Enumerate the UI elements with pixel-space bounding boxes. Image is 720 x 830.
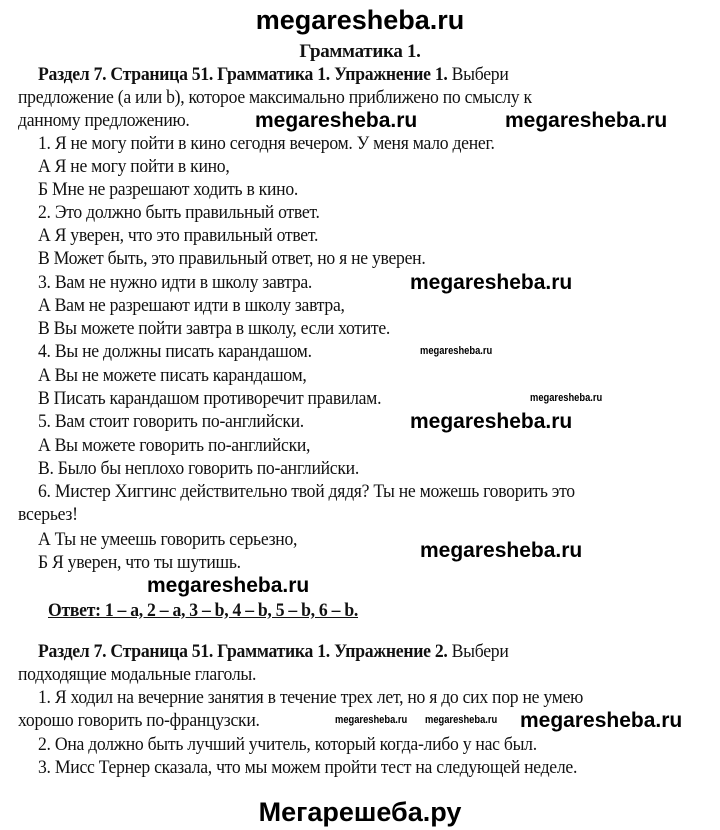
list-item: В Может быть, это правильный ответ, но я не уверен. xyxy=(38,248,426,269)
exercise1-instruction: Выбери xyxy=(451,64,509,85)
exercise1-instruction-line: данному предложению. xyxy=(18,110,190,131)
list-item: В. Было бы неплохо говорить по-английски. xyxy=(38,458,359,479)
watermark: megaresheba.ru xyxy=(420,345,493,357)
list-item: всерьез! xyxy=(18,504,78,525)
list-item: хорошо говорить по-французски. xyxy=(18,710,260,731)
watermark: megaresheba.ru xyxy=(505,109,668,132)
watermark: megaresheba.ru xyxy=(410,410,573,433)
list-item: А Ты не умеешь говорить серьезно, xyxy=(38,529,298,550)
list-item: А Я уверен, что это правильный ответ. xyxy=(38,225,319,246)
list-item: 3. Вам не нужно идти в школу завтра. xyxy=(38,272,313,293)
watermark: megaresheba.ru xyxy=(255,109,418,132)
watermark: megaresheba.ru xyxy=(530,392,603,404)
list-item: 1. Я не могу пойти в кино сегодня вечером. У меня мало денег. xyxy=(38,133,495,154)
list-item: 1. Я ходил на вечерние занятия в течение трех лет, но я до сих пор не умею xyxy=(38,687,584,708)
watermark: megaresheba.ru xyxy=(520,709,683,732)
list-item: Б Мне не разрешают ходить в кино. xyxy=(38,179,299,200)
list-item: 2. Она должно быть лучший учитель, который когда-либо у нас был. xyxy=(38,734,537,755)
exercise1-answer xyxy=(48,599,358,622)
list-item: 6. Мистер Хиггинс действительно твой дядя? Ты не можешь говорить это xyxy=(38,481,575,502)
list-item: Б Я уверен, что ты шутишь. xyxy=(38,552,241,573)
exercise2-heading xyxy=(38,640,509,663)
watermark: megaresheba.ru xyxy=(335,714,408,726)
list-item: 5. Вам стоит говорить по-английски. xyxy=(38,411,304,432)
exercise2-heading-bold: Раздел 7. Страница 51. Грамматика 1. Упражнение 2. xyxy=(38,641,448,662)
exercise1-instruction-line: предложение (а или b), которое максимально приближено по смыслу к xyxy=(18,87,532,108)
list-item: А Вы можете говорить по-английски, xyxy=(38,435,311,456)
watermark: megaresheba.ru xyxy=(147,574,310,597)
list-item: А Вам не разрешают идти в школу завтра, xyxy=(38,295,345,316)
answer-text: Ответ: 1 – a, 2 – a, 3 – b, 4 – b, 5 – b, 6 – b. xyxy=(48,600,359,621)
watermark: megaresheba.ru xyxy=(425,714,498,726)
list-item: А Я не могу пойти в кино, xyxy=(38,156,230,177)
exercise2-instruction-line: подходящие модальные глаголы. xyxy=(18,664,257,685)
watermark: megaresheba.ru xyxy=(420,539,583,562)
watermark-footer: Мегарешеба.ру xyxy=(258,797,462,827)
list-item: В Вы можете пойти завтра в школу, если хотите. xyxy=(38,318,391,339)
list-item: В Писать карандашом противоречит правилам. xyxy=(38,388,382,409)
list-item: 4. Вы не должны писать карандашом. xyxy=(38,341,312,362)
list-item: А Вы не можете писать карандашом, xyxy=(38,365,307,386)
watermark: megaresheba.ru xyxy=(410,271,573,294)
watermark-header: megaresheba.ru xyxy=(255,5,465,35)
list-item: 3. Мисс Тернер сказала, что мы можем пройти тест на следующей неделе. xyxy=(38,757,578,778)
exercise1-heading xyxy=(38,63,509,86)
list-item: 2. Это должно быть правильный ответ. xyxy=(38,202,320,223)
exercise1-heading-bold: Раздел 7. Страница 51. Грамматика 1. Упражнение 1. xyxy=(38,64,448,85)
exercise2-instruction: Выбери xyxy=(451,641,509,662)
section-title: Грамматика 1. xyxy=(299,41,421,62)
